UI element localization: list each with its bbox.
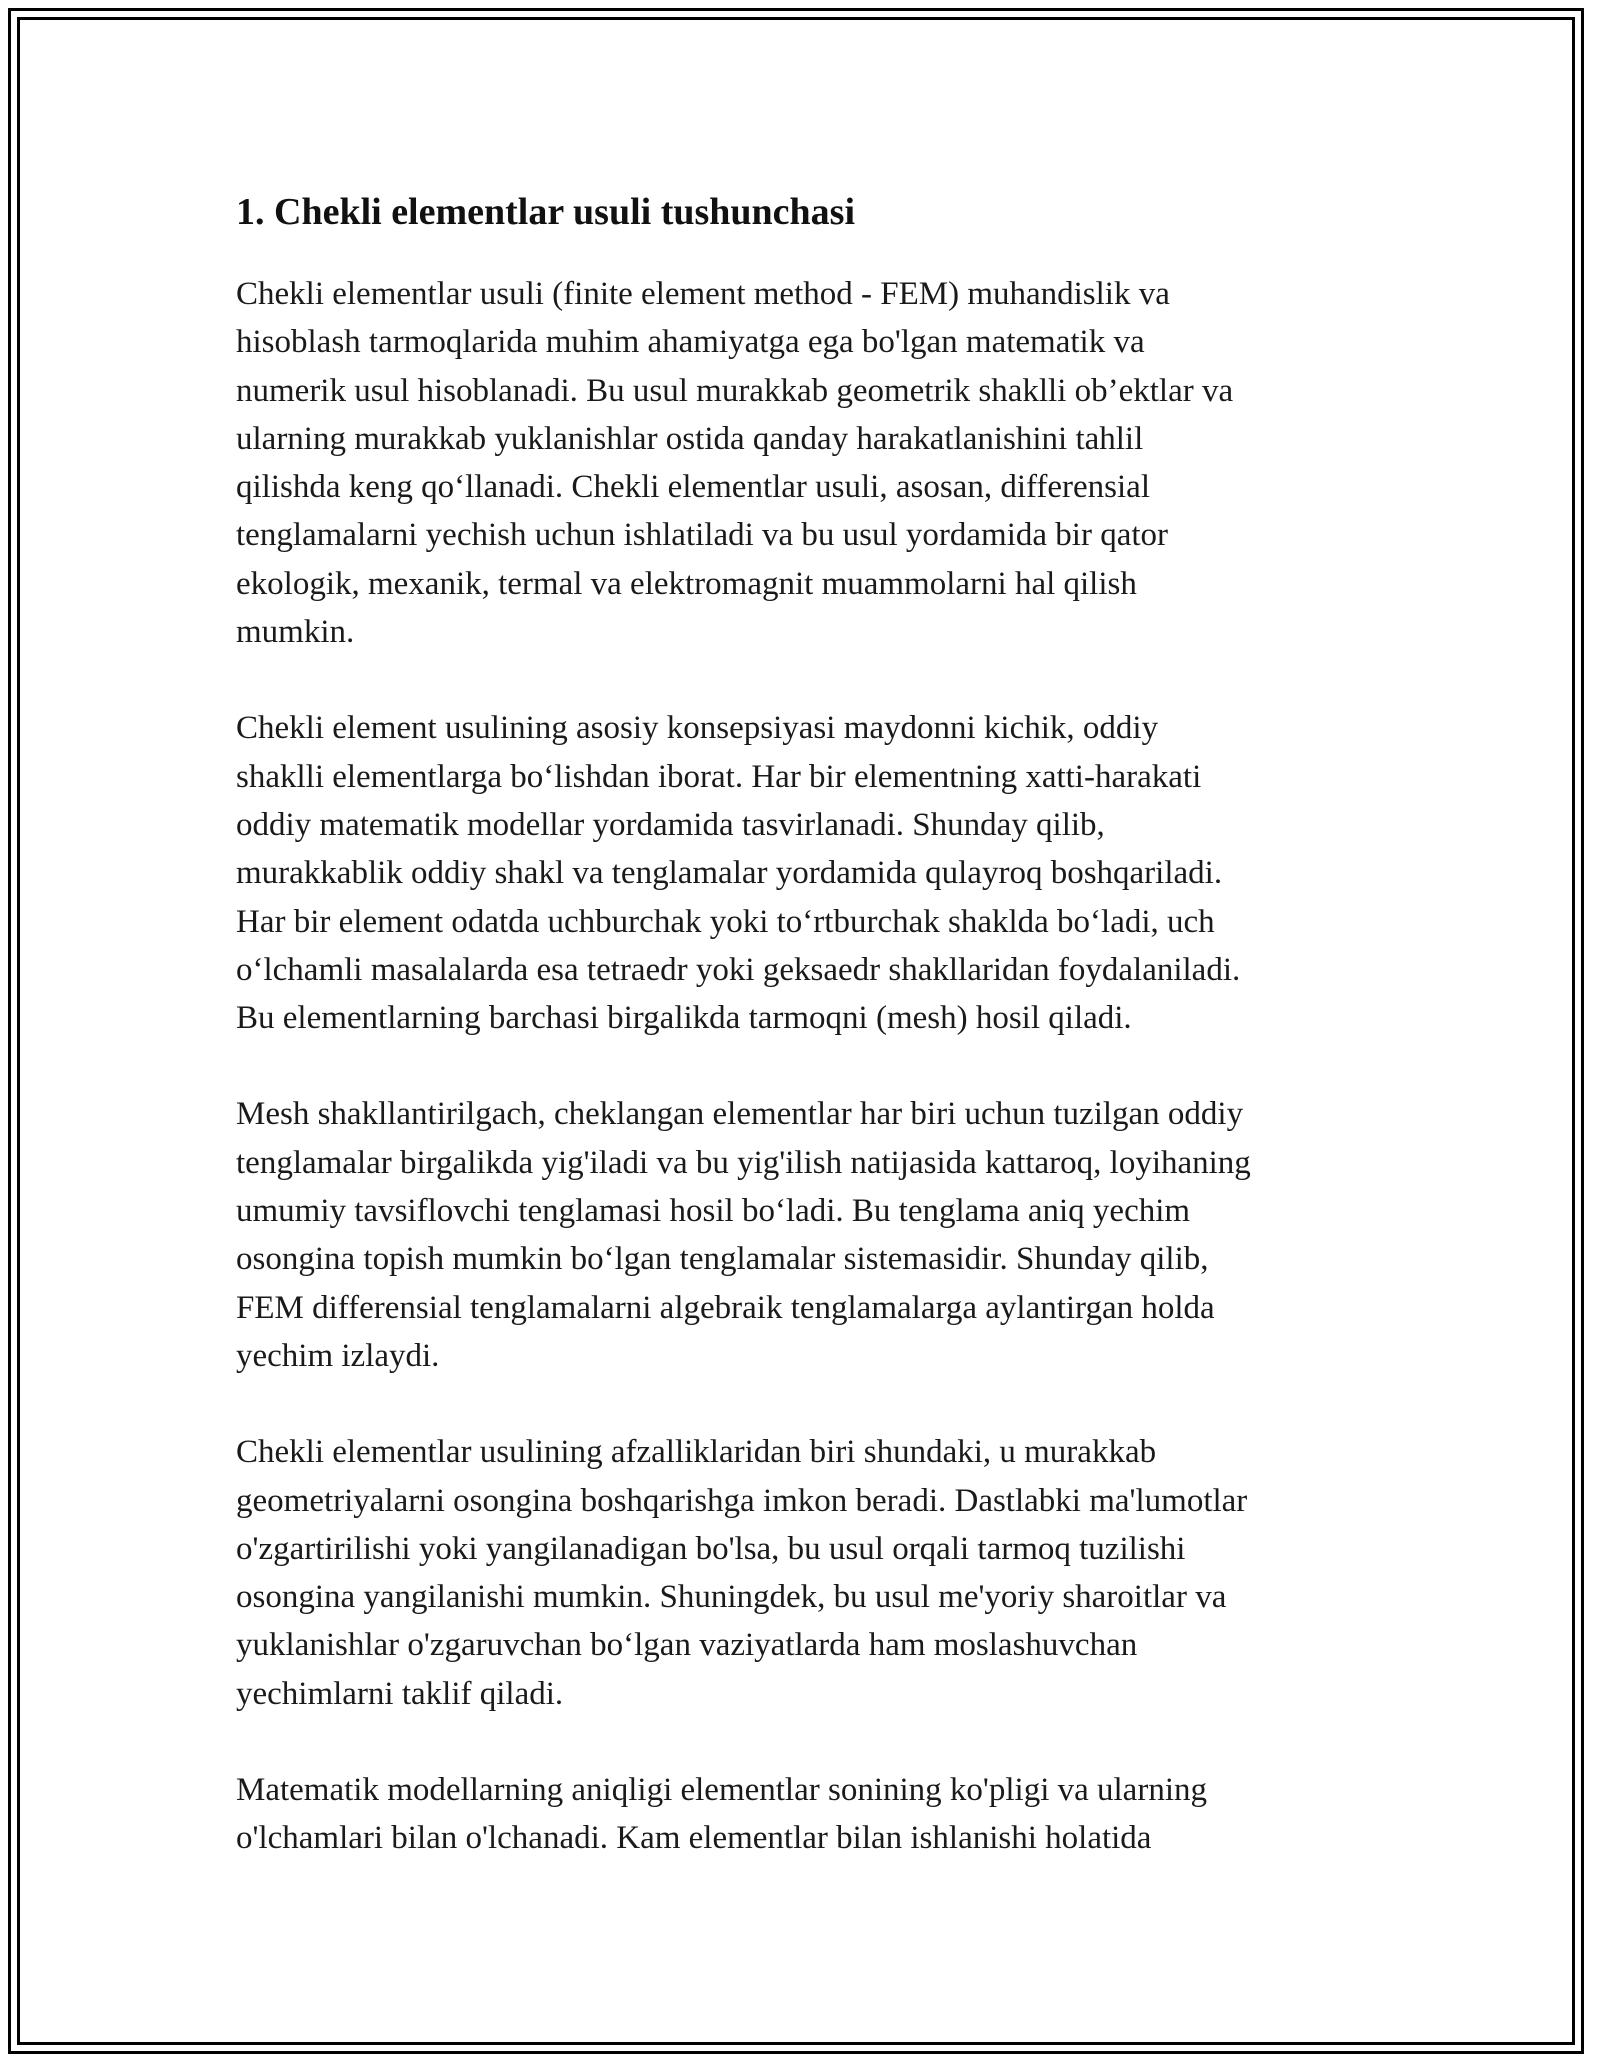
section-heading: 1. Chekli elementlar usuli tushunchasi bbox=[236, 191, 856, 233]
text-line: Chekli elementlar usulining afzalliklaridan biri shundaki, u murakkab bbox=[236, 1434, 1157, 1471]
paragraph bbox=[236, 1090, 1376, 1380]
text-line: Matematik modellarning aniqligi elementlar sonining ko'pligi va ularning bbox=[236, 1772, 1207, 1809]
document-body bbox=[236, 188, 1376, 1911]
text-line: o‘lchamli masalalarda esa tetraedr yoki geksaedr shakllaridan foydalaniladi. bbox=[236, 951, 1241, 988]
text-line: yechim izlaydi. bbox=[236, 1337, 440, 1374]
text-line: numerik usul hisoblanadi. Bu usul murakkab geometrik shaklli ob’ektlar va bbox=[236, 372, 1234, 409]
text-line: Chekli elementlar usuli (finite element method - FEM) muhandislik va bbox=[236, 276, 1170, 312]
paragraph bbox=[236, 1766, 1376, 1863]
text-line: Bu elementlarning barchasi birgalikda tarmoqni (mesh) hosil qiladi. bbox=[236, 1000, 1132, 1037]
text-line: o'zgartirilishi yoki yangilanadigan bo'lsa, bu usul orqali tarmoq tuzilishi bbox=[236, 1530, 1186, 1567]
text-line: hisoblash tarmoqlarida muhim ahamiyatga ega bo'lgan matematik va bbox=[236, 324, 1145, 361]
text-line: oddiy matematik modellar yordamida tasvirlanadi. Shunday qilib, bbox=[236, 806, 1105, 843]
text-line: FEM differensial tenglamalarni algebraik tenglamalarga aylantirgan holda bbox=[236, 1289, 1215, 1326]
text-line: tenglamalarni yechish uchun ishlatiladi va bu usul yordamida bir qator bbox=[236, 517, 1169, 554]
paragraph bbox=[236, 1428, 1376, 1718]
text-line: o'lchamlari bilan o'lchanadi. Kam elementlar bilan ishlanishi holatida bbox=[236, 1820, 1152, 1857]
text-line: osongina yangilanishi mumkin. Shuningdek, bu usul me'yoriy sharoitlar va bbox=[236, 1579, 1227, 1616]
paragraph bbox=[236, 270, 1376, 656]
text-line: yuklanishlar o'zgaruvchan bo‘lgan vaziyatlarda ham moslashuvchan bbox=[236, 1627, 1138, 1664]
paragraph bbox=[236, 704, 1376, 1042]
text-line: Mesh shakllantirilgach, cheklangan elementlar har biri uchun tuzilgan oddiy bbox=[236, 1096, 1244, 1133]
text-line: geometriyalarni osongina boshqarishga imkon beradi. Dastlabki ma'lumotlar bbox=[236, 1482, 1248, 1519]
text-line: mumkin. bbox=[236, 614, 355, 651]
text-line: yechimlarni taklif qiladi. bbox=[236, 1675, 564, 1712]
text-line: ekologik, mexanik, termal va elektromagnit muammolarni hal qilish bbox=[236, 565, 1137, 602]
text-line: qilishda keng qo‘llanadi. Chekli elementlar usuli, asosan, differensial bbox=[236, 469, 1150, 506]
text-line: ularning murakkab yuklanishlar ostida qanday harakatlanishini tahlil bbox=[236, 420, 1144, 457]
text-line: umumiy tavsiflovchi tenglamasi hosil bo‘ladi. Bu tenglama aniq yechim bbox=[236, 1193, 1191, 1230]
text-line: Chekli element usulining asosiy konsepsiyasi maydonni kichik, oddiy bbox=[236, 710, 1159, 747]
text-line: tenglamalar birgalikda yig'iladi va bu yig'ilish natijasida kattaroq, loyihaning bbox=[236, 1144, 1251, 1181]
text-line: Har bir element odatda uchburchak yoki to‘rtburchak shaklda bo‘ladi, uch bbox=[236, 903, 1215, 940]
text-line: osongina topish mumkin bo‘lgan tenglamalar sistemasidir. Shunday qilib, bbox=[236, 1241, 1209, 1278]
text-line: shaklli elementlarga bo‘lishdan iborat. Har bir elementning xatti-harakati bbox=[236, 758, 1202, 795]
paragraph-list bbox=[236, 270, 1376, 1863]
text-line: murakkablik oddiy shakl va tenglamalar yordamida qulayroq boshqariladi. bbox=[236, 855, 1223, 892]
